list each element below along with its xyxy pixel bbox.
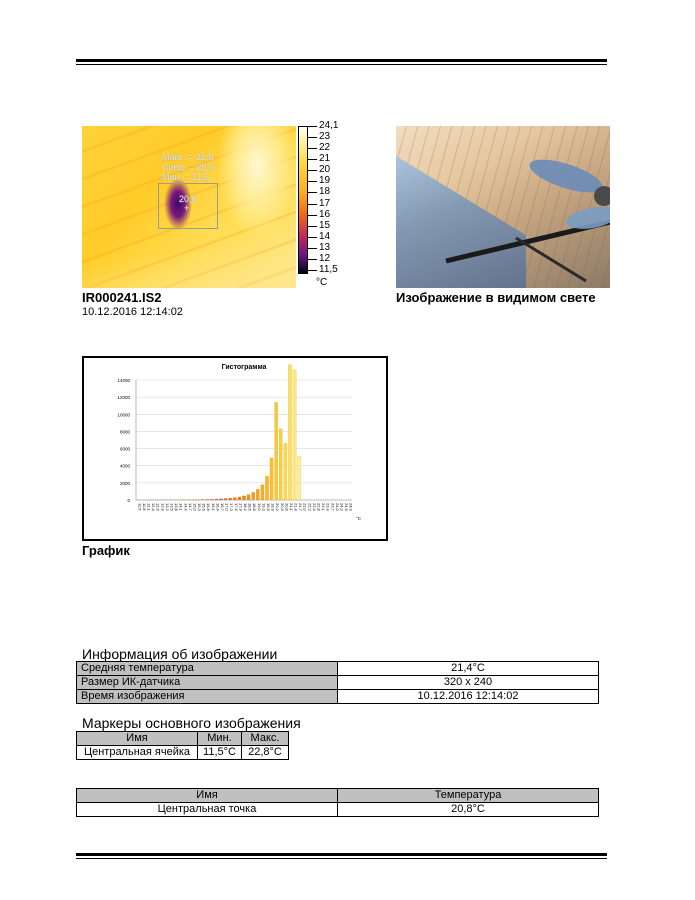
x-tick-label: 13,5: [169, 503, 175, 511]
marker-min: 11,5°C: [198, 746, 242, 760]
crosshair-icon: +: [184, 203, 190, 213]
table-row: [77, 803, 599, 817]
x-tick-label: 11,5: [137, 503, 143, 511]
x-tick-label: 15,8: [206, 503, 212, 511]
color-scale-tick: [308, 159, 317, 160]
info-label: Размер ИК-датчика: [77, 676, 338, 690]
x-tick-label: 17,6: [233, 503, 239, 511]
x-tick-label: 21,7: [298, 503, 304, 511]
visible-image-caption: Изображение в видимом свете: [396, 290, 596, 305]
table-row: [77, 746, 289, 760]
markers-title: Маркеры основного изображения: [82, 715, 301, 731]
x-tick-label: 17,9: [238, 503, 244, 511]
x-tick-label: 19,3: [261, 503, 267, 511]
table-row: [77, 690, 599, 704]
info-value: 10.12.2016 12:14:02: [338, 690, 599, 704]
color-scale-label: 20: [319, 164, 331, 176]
x-tick-label: 15,3: [197, 503, 203, 511]
y-tick-label: 8000: [119, 429, 130, 435]
color-scale-label: 24,1: [319, 120, 339, 131]
ir-min-label: Мин. = 11,5: [162, 172, 210, 182]
histogram-bar: [252, 492, 255, 500]
table-header-row: [77, 789, 599, 803]
x-tick-label: 12,6: [155, 503, 161, 511]
color-scale-tick: [308, 181, 317, 182]
color-scale-label: 13: [319, 241, 331, 253]
info-label: Средняя температура: [77, 662, 338, 676]
histogram-bar: [206, 499, 209, 500]
x-tick-label: 12,9: [160, 503, 166, 511]
x-tick-label: 24,6: [344, 503, 350, 511]
point-temp: 20,8°C: [338, 803, 599, 817]
color-scale-tick: [308, 215, 317, 216]
x-tick-label: 20,2: [275, 503, 281, 511]
x-tick-label: 16,4: [215, 503, 221, 511]
color-scale-tick: [308, 148, 317, 149]
visible-light-photo: [396, 126, 610, 288]
x-tick-label: 16,1: [210, 503, 216, 511]
x-tick-label: 18,5: [247, 503, 253, 511]
histogram-bar: [270, 458, 273, 500]
x-tick-label: 12,1: [146, 503, 152, 511]
color-scale-label: 12: [319, 252, 331, 264]
markers-table: [76, 731, 289, 760]
histogram-svg: [84, 358, 386, 539]
color-scale-label: 14: [319, 230, 331, 242]
x-tick-label: 20,5: [279, 503, 285, 511]
histogram-chart: [82, 356, 388, 541]
color-scale-bar: [298, 126, 308, 274]
scale-unit: °C: [316, 277, 328, 288]
color-scale-tick: [308, 192, 317, 193]
x-tick-label: 23,7: [330, 503, 336, 511]
markers-header-max: Макс.: [242, 732, 289, 746]
color-scale-tick: [308, 248, 317, 249]
top-rule: [76, 59, 607, 62]
table-row: [77, 662, 599, 676]
color-scale-label: 11,5: [319, 264, 338, 275]
color-scale-tick: [308, 204, 317, 205]
bottom-rule-thin: [76, 858, 607, 859]
histogram-bar: [210, 499, 213, 500]
histogram-bar: [247, 495, 250, 500]
color-scale-label: 15: [319, 219, 331, 231]
histogram-bar: [219, 499, 222, 500]
histogram-bar: [298, 456, 301, 500]
y-tick-label: 2000: [119, 480, 130, 486]
image-info-table: [76, 661, 599, 704]
color-scale-label: 23: [319, 131, 331, 143]
color-scale-tick: [308, 126, 317, 127]
y-tick-label: 10000: [117, 412, 130, 418]
color-scale-tick: [308, 237, 317, 238]
x-tick-label: 17,0: [224, 503, 230, 511]
x-tick-label: 22,5: [311, 503, 317, 511]
y-tick-label: 6000: [119, 446, 130, 452]
table-row: [77, 676, 599, 690]
x-tick-label: 14,1: [178, 503, 184, 511]
histogram-bar: [201, 499, 204, 500]
x-tick-label: 17,3: [229, 503, 235, 511]
ir-avg-label: Сред. = 20,3: [162, 162, 214, 172]
x-tick-label: 22,0: [302, 503, 308, 511]
info-value: 320 x 240: [338, 676, 599, 690]
color-scale-tick: [308, 226, 317, 227]
x-tick-label: 16,7: [220, 503, 226, 511]
x-tick-label: 23,1: [321, 503, 327, 511]
color-scale-label: 21: [319, 153, 331, 165]
color-scale-tick: [308, 270, 317, 271]
y-tick-label: 12000: [117, 395, 130, 401]
markers-header-min: Мин.: [198, 732, 242, 746]
x-tick-label: 20,8: [284, 503, 290, 511]
histogram-bar: [229, 498, 232, 500]
histogram-bar: [242, 496, 245, 500]
point-name: Центральная точка: [77, 803, 338, 817]
points-header-temp: Температура: [338, 789, 599, 803]
x-tick-label: 24,3: [339, 503, 345, 511]
color-scale-label: 19: [319, 175, 331, 187]
info-value: 21,4°C: [338, 662, 599, 676]
color-scale-tick: [308, 259, 317, 260]
x-tick-label: 19,0: [256, 503, 262, 511]
x-tick-label: 22,2: [307, 503, 313, 511]
color-scale-tick: [308, 137, 317, 138]
x-tick-label: 13,8: [174, 503, 180, 511]
x-tick-label: 15,0: [192, 503, 198, 511]
markers-header-name: Имя: [77, 732, 198, 746]
x-tick-label: 18,2: [243, 503, 248, 511]
histogram-bar: [279, 429, 282, 500]
image-info-title: Информация об изображении: [82, 646, 278, 662]
points-header-name: Имя: [77, 789, 338, 803]
ir-max-label: Макс. = 22,8: [162, 152, 214, 162]
y-tick-label: 0: [127, 498, 130, 503]
histogram-bar: [261, 485, 264, 500]
table-header-row: [77, 732, 289, 746]
x-tick-label: 24,9: [348, 503, 354, 511]
color-scale-label: 16: [319, 208, 331, 220]
x-tick-label: 13,2: [164, 503, 170, 511]
chart-title: Гистограмма: [221, 364, 267, 371]
color-scale-label: 17: [319, 197, 331, 209]
top-rule-thin: [76, 64, 607, 65]
bottom-rule: [76, 853, 607, 856]
y-tick-label: 4000: [119, 463, 130, 469]
histogram-bar: [233, 498, 236, 500]
histogram-bar: [275, 402, 278, 500]
color-scale-tick: [308, 170, 317, 171]
histogram-bar: [256, 489, 259, 500]
x-tick-label: 22,8: [316, 503, 322, 511]
histogram-bar: [288, 365, 291, 500]
center-point-label: 20,8: [179, 194, 197, 204]
ir-datetime: 10.12.2016 12:14:02: [82, 306, 183, 318]
histogram-bar: [293, 370, 296, 500]
x-tick-label: 21,4: [293, 503, 299, 511]
histogram-bar: [224, 498, 227, 500]
chart-caption: График: [82, 543, 130, 558]
color-scale-label: 18: [319, 186, 331, 198]
x-tick-label: 19,9: [270, 503, 276, 511]
x-tick-label: 21,1: [288, 503, 294, 511]
x-tick-label: 23,4: [325, 503, 331, 511]
histogram-bar: [215, 499, 218, 500]
info-label: Время изображения: [77, 690, 338, 704]
marker-name: Центральная ячейка: [77, 746, 198, 760]
thermal-image: [82, 126, 296, 288]
x-tick-label: 14,4: [183, 503, 189, 511]
ir-filename: IR000241.IS2: [82, 290, 162, 305]
points-table: [76, 788, 599, 817]
x-tick-label: 24,0: [334, 503, 340, 511]
y-tick-label: 14000: [117, 378, 130, 383]
x-tick-label: 18,8: [252, 503, 258, 511]
x-tick-label: 15,6: [201, 503, 207, 511]
x-axis-label: °C: [356, 516, 362, 521]
x-tick-label: 12,4: [151, 503, 157, 511]
x-tick-label: 19,6: [265, 503, 271, 511]
marker-max: 22,8°C: [242, 746, 289, 760]
histogram-bar: [238, 497, 241, 500]
x-tick-label: 14,7: [187, 503, 193, 511]
color-scale-label: 22: [319, 142, 331, 154]
histogram-bar: [284, 443, 287, 500]
x-tick-label: 11,8: [141, 503, 147, 511]
histogram-bar: [265, 476, 268, 500]
